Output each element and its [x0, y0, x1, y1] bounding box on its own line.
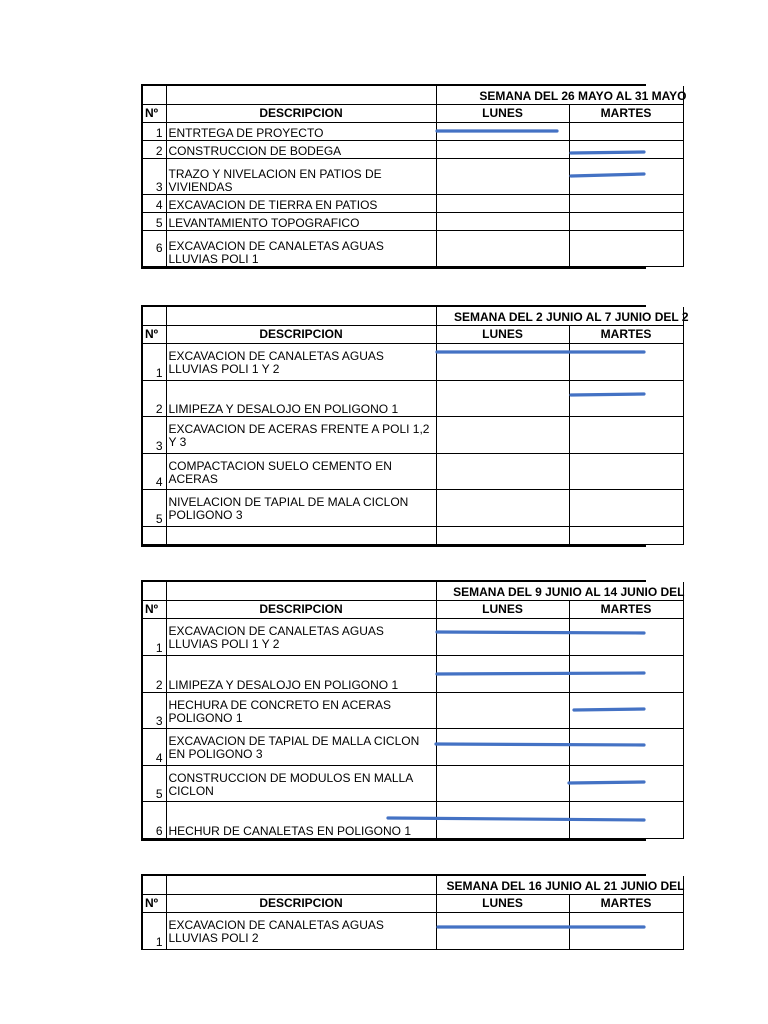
cell-tuesday — [569, 692, 683, 728]
table-row — [143, 158, 683, 194]
cell-tuesday — [569, 765, 683, 801]
table-row — [143, 801, 683, 838]
table-row — [143, 728, 683, 765]
cell-tuesday — [569, 343, 683, 380]
col-header-tuesday: MARTES — [569, 325, 683, 343]
table-row — [143, 526, 683, 544]
cell-tuesday — [569, 526, 683, 544]
cell-tuesday — [569, 122, 683, 140]
cell-tuesday — [569, 912, 683, 949]
row-description: ENTRTEGA DE PROYECTO — [166, 122, 436, 140]
row-description: COMPACTACION SUELO CEMENTO EN ACERAS — [166, 453, 436, 489]
col-header-monday: LUNES — [436, 325, 569, 343]
cell-monday — [436, 692, 569, 728]
col-header-tuesday: MARTES — [569, 104, 683, 122]
cell-monday — [436, 801, 569, 838]
row-number: 6 — [143, 801, 166, 838]
cell-monday — [436, 158, 569, 194]
row-description: HECHUR DE CANALETAS EN POLIGONO 1 — [166, 801, 436, 838]
col-header-number: Nº — [143, 104, 166, 122]
cell-monday — [436, 728, 569, 765]
schedule-table-week-4 — [141, 874, 685, 950]
col-header-description: DESCRIPCION — [166, 104, 436, 122]
table-row — [143, 765, 683, 801]
table-row — [143, 212, 683, 230]
col-header-number: Nº — [143, 600, 166, 618]
col-header-description: DESCRIPCION — [166, 325, 436, 343]
table-row — [143, 912, 683, 949]
week-title: SEMANA DEL 9 JUNIO AL 14 JUNIO DEL — [453, 584, 685, 599]
table-row — [143, 122, 683, 140]
cell-monday — [436, 122, 569, 140]
cell-tuesday — [569, 618, 683, 655]
row-number: 1 — [143, 343, 166, 380]
col-header-number: Nº — [143, 894, 166, 912]
col-header-tuesday: MARTES — [569, 600, 683, 618]
row-description: CONSTRUCCION DE MODULOS EN MALLA CICLON — [166, 765, 436, 801]
row-description: EXCAVACION DE ACERAS FRENTE A POLI 1,2 Y 3 — [166, 416, 436, 453]
schedule-table-week-1 — [141, 84, 687, 269]
cell-tuesday — [569, 230, 683, 266]
table-row — [143, 453, 683, 489]
row-number: 1 — [143, 122, 166, 140]
table-row — [143, 489, 683, 526]
col-header-monday: LUNES — [436, 104, 569, 122]
cell-tuesday — [569, 489, 683, 526]
table-row — [143, 140, 683, 158]
row-number — [143, 526, 166, 544]
row-number: 1 — [143, 618, 166, 655]
table-row — [143, 380, 683, 416]
row-description: EXCAVACION DE CANALETAS AGUAS LLUVIAS POLI 2 — [166, 912, 436, 949]
cell-tuesday — [569, 416, 683, 453]
cell-monday — [436, 765, 569, 801]
row-description: EXCAVACION DE CANALETAS AGUAS LLUVIAS POLI 1 Y 2 — [166, 618, 436, 655]
row-number: 4 — [143, 194, 166, 212]
row-description: LEVANTAMIENTO TOPOGRAFICO — [166, 212, 436, 230]
cell-monday — [436, 380, 569, 416]
table-row — [143, 416, 683, 453]
table-row — [143, 655, 683, 692]
cell-monday — [436, 489, 569, 526]
week-title: SEMANA DEL 26 MAYO AL 31 MAYO — [479, 88, 687, 103]
cell-tuesday — [569, 212, 683, 230]
cell-monday — [436, 618, 569, 655]
table-row — [143, 194, 683, 212]
col-header-monday: LUNES — [436, 894, 569, 912]
row-description — [166, 526, 436, 544]
table-row — [143, 343, 683, 380]
cell-monday — [436, 230, 569, 266]
cell-monday — [436, 212, 569, 230]
cell-monday — [436, 655, 569, 692]
cell-monday — [436, 453, 569, 489]
row-description: TRAZO Y NIVELACION EN PATIOS DE VIVIENDAS — [166, 158, 436, 194]
row-number: 1 — [143, 912, 166, 949]
cell-tuesday — [569, 728, 683, 765]
schedule-table-week-3 — [141, 580, 685, 841]
col-header-description: DESCRIPCION — [166, 600, 436, 618]
row-number: 4 — [143, 453, 166, 489]
col-header-monday: LUNES — [436, 600, 569, 618]
cell-monday — [436, 343, 569, 380]
table-row — [143, 230, 683, 266]
row-description: LIMIPEZA Y DESALOJO EN POLIGONO 1 — [166, 380, 436, 416]
cell-tuesday — [569, 158, 683, 194]
week-title: SEMANA DEL 2 JUNIO AL 7 JUNIO DEL 2 — [454, 309, 689, 324]
row-description: LIMIPEZA Y DESALOJO EN POLIGONO 1 — [166, 655, 436, 692]
cell-monday — [436, 416, 569, 453]
row-number: 2 — [143, 140, 166, 158]
row-description: HECHURA DE CONCRETO EN ACERAS POLIGONO 1 — [166, 692, 436, 728]
row-description: EXCAVACION DE CANALETAS AGUAS LLUVIAS POLI 1 — [166, 230, 436, 266]
row-number: 6 — [143, 230, 166, 266]
table-row — [143, 618, 683, 655]
cell-tuesday — [569, 453, 683, 489]
cell-monday — [436, 912, 569, 949]
row-number: 2 — [143, 655, 166, 692]
week-title: SEMANA DEL 16 JUNIO AL 21 JUNIO DEL — [446, 878, 685, 893]
row-description: EXCAVACION DE TIERRA EN PATIOS — [166, 194, 436, 212]
row-number: 3 — [143, 158, 166, 194]
row-number: 5 — [143, 489, 166, 526]
cell-tuesday — [569, 140, 683, 158]
schedule-table-week-2 — [141, 305, 689, 547]
row-description: EXCAVACION DE TAPIAL DE MALLA CICLON EN POLIGONO 3 — [166, 728, 436, 765]
row-number: 5 — [143, 212, 166, 230]
col-header-number: Nº — [143, 325, 166, 343]
row-description: NIVELACION DE TAPIAL DE MALA CICLON POLIGONO 3 — [166, 489, 436, 526]
row-description: EXCAVACION DE CANALETAS AGUAS LLUVIAS POLI 1 Y 2 — [166, 343, 436, 380]
cell-monday — [436, 194, 569, 212]
cell-tuesday — [569, 194, 683, 212]
row-number: 2 — [143, 380, 166, 416]
row-number: 3 — [143, 416, 166, 453]
col-header-tuesday: MARTES — [569, 894, 683, 912]
cell-monday — [436, 526, 569, 544]
row-number: 3 — [143, 692, 166, 728]
cell-tuesday — [569, 801, 683, 838]
table-row — [143, 692, 683, 728]
cell-tuesday — [569, 655, 683, 692]
cell-monday — [436, 140, 569, 158]
row-number: 5 — [143, 765, 166, 801]
row-description: CONSTRUCCION DE BODEGA — [166, 140, 436, 158]
col-header-description: DESCRIPCION — [166, 894, 436, 912]
cell-tuesday — [569, 380, 683, 416]
row-number: 4 — [143, 728, 166, 765]
